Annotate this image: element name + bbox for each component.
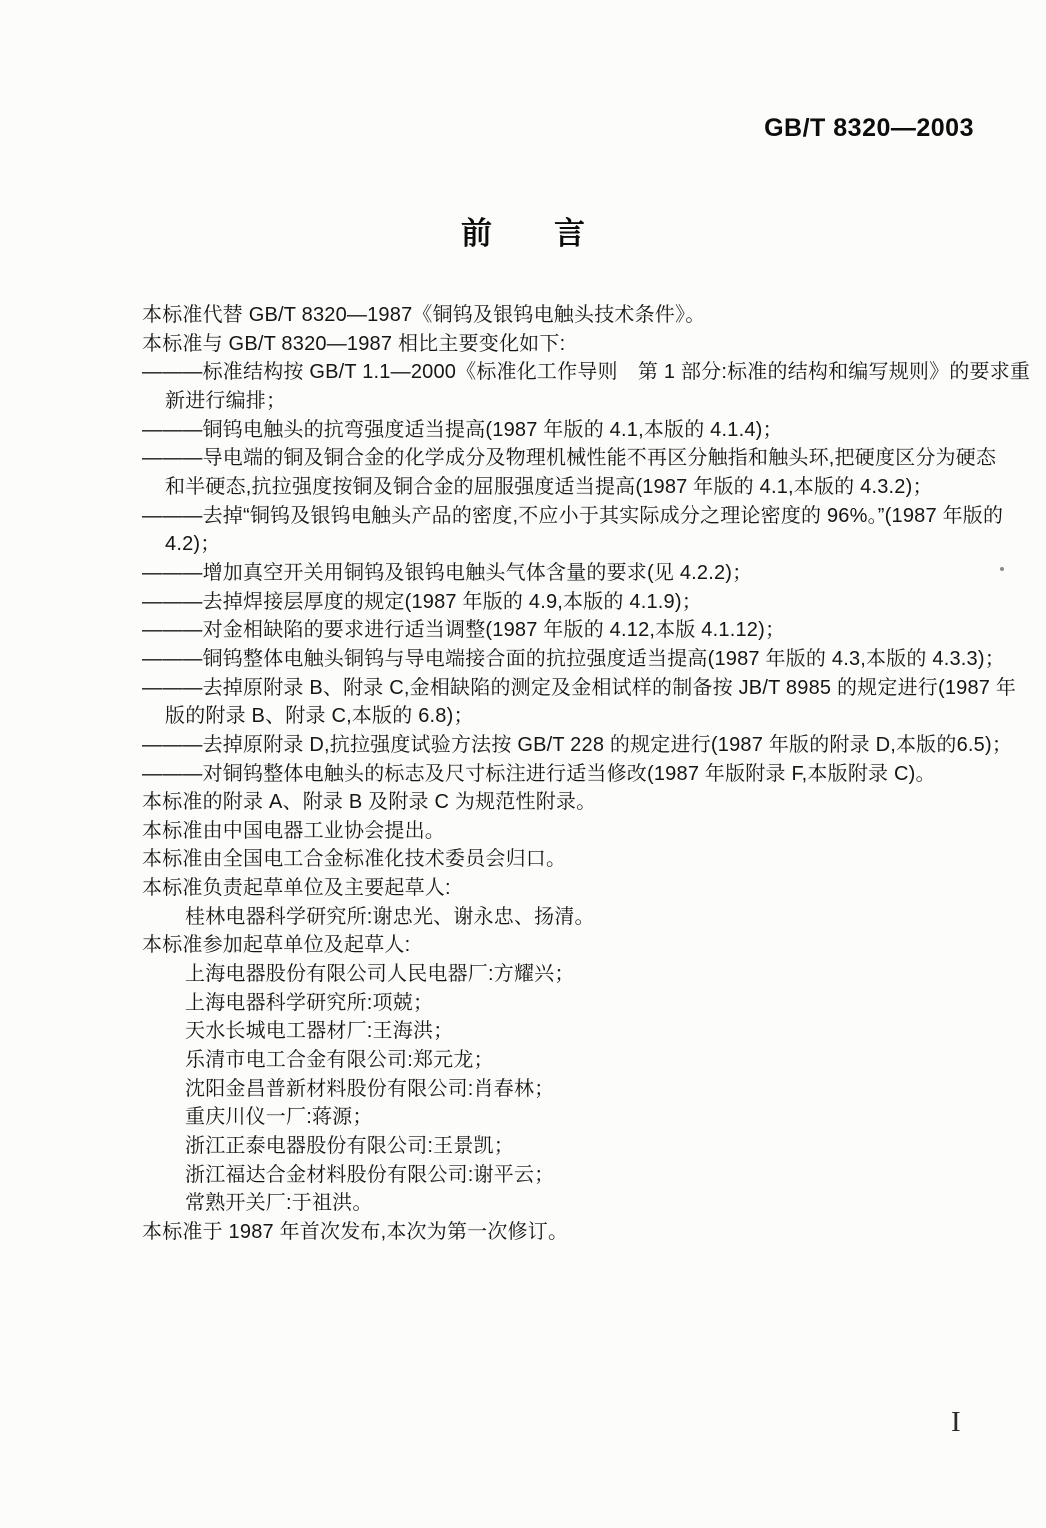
text-line: ———去掉原附录 B、附录 C,金相缺陷的测定及金相试样的制备按 JB/T 8985 的规定进行(1987 年 [142,676,1017,699]
text-line: 本标准由全国电工合金标准化技术委员会归口。 [142,848,567,871]
text-line: ———去掉“铜钨及银钨电触头产品的密度,不应小于其实际成分之理论密度的 96%。”(1987 年版的 [142,504,1004,527]
scan-speck [1000,567,1004,571]
text-line: 常熟开关厂:于祖洪。 [185,1192,373,1215]
text-line: 4.2)； [165,533,221,556]
text-line: 本标准负责起草单位及主要起草人: [142,877,451,900]
text-line: ———铜钨整体电触头铜钨与导电端接合面的抗拉强度适当提高(1987 年版的 4.3,本版的 4.3.3)； [142,647,1005,670]
text-line: 本标准与 GB/T 8320—1987 相比主要变化如下: [142,332,566,355]
text-line: 重庆川仪一厂:蒋源； [185,1106,373,1129]
text-line: 浙江正泰电器股份有限公司:王景凯； [185,1135,514,1158]
standard-code: GB/T 8320—2003 [764,114,974,142]
text-line: ———对金相缺陷的要求进行适当调整(1987 年版的 4.12,本版 4.1.12)； [142,619,786,642]
text-line: ———去掉原附录 D,抗拉强度试验方法按 GB/T 228 的规定进行(1987 年版的附录 D,本版的6.5)； [142,733,1013,756]
foreword-lines [142,301,1031,1247]
text-line: 本标准代替 GB/T 8320—1987《铜钨及银钨电触头技术条件》。 [142,304,706,326]
text-line: 桂林电器科学研究所:谢忠光、谢永忠、扬清。 [185,905,595,928]
text-line: 和半硬态,抗拉强度按铜及铜合金的屈服强度适当提高(1987 年版的 4.1,本版的 4.3.2)； [165,475,933,498]
text-line: 本标准由中国电器工业协会提出。 [142,819,445,842]
page-title-char-2: 言 [554,216,585,251]
text-line: 浙江福达合金材料股份有限公司:谢平云； [185,1163,555,1186]
page-title [0,208,1046,253]
text-line: 版的附录 B、附录 C,本版的 6.8)； [165,705,474,728]
page-title-char-1: 前 [461,216,492,251]
text-line: 天水长城电工器材厂:王海洪； [185,1020,454,1043]
text-line: ———去掉焊接层厚度的规定(1987 年版的 4.9,本版的 4.1.9)； [142,590,702,613]
text-line: 沈阳金昌普新材料股份有限公司:肖春林； [185,1077,555,1100]
text-line: 上海电器科学研究所:项兢； [185,991,434,1014]
text-line: ———铜钨电触头的抗弯强度适当提高(1987 年版的 4.1,本版的 4.1.4)； [142,418,783,441]
text-line: ———对铜钨整体电触头的标志及尺寸标注进行适当修改(1987 年版附录 F,本版附录 C)。 [142,762,936,785]
text-line: ———标准结构按 GB/T 1.1—2000《标准化工作导则 第 1 部分:标准的结构和编写规则》的要求重 [142,361,1031,384]
text-line: 乐清市电工合金有限公司:郑元龙； [185,1049,494,1072]
text-line: 本标准参加起草单位及起草人: [142,934,411,957]
text-line: 本标准的附录 A、附录 B 及附录 C 为规范性附录。 [142,791,597,814]
text-line: 上海电器股份有限公司人民电器厂:方耀兴； [185,963,575,986]
text-line: ———增加真空开关用铜钨及银钨电触头气体含量的要求(见 4.2.2)； [142,561,753,584]
text-line: ———导电端的铜及铜合金的化学成分及物理机械性能不再区分触指和触头环,把硬度区分为硬态 [142,447,997,470]
text-line: 本标准于 1987 年首次发布,本次为第一次修订。 [142,1221,569,1243]
page-number: I [951,1406,961,1438]
text-line: 新进行编排； [165,389,287,412]
